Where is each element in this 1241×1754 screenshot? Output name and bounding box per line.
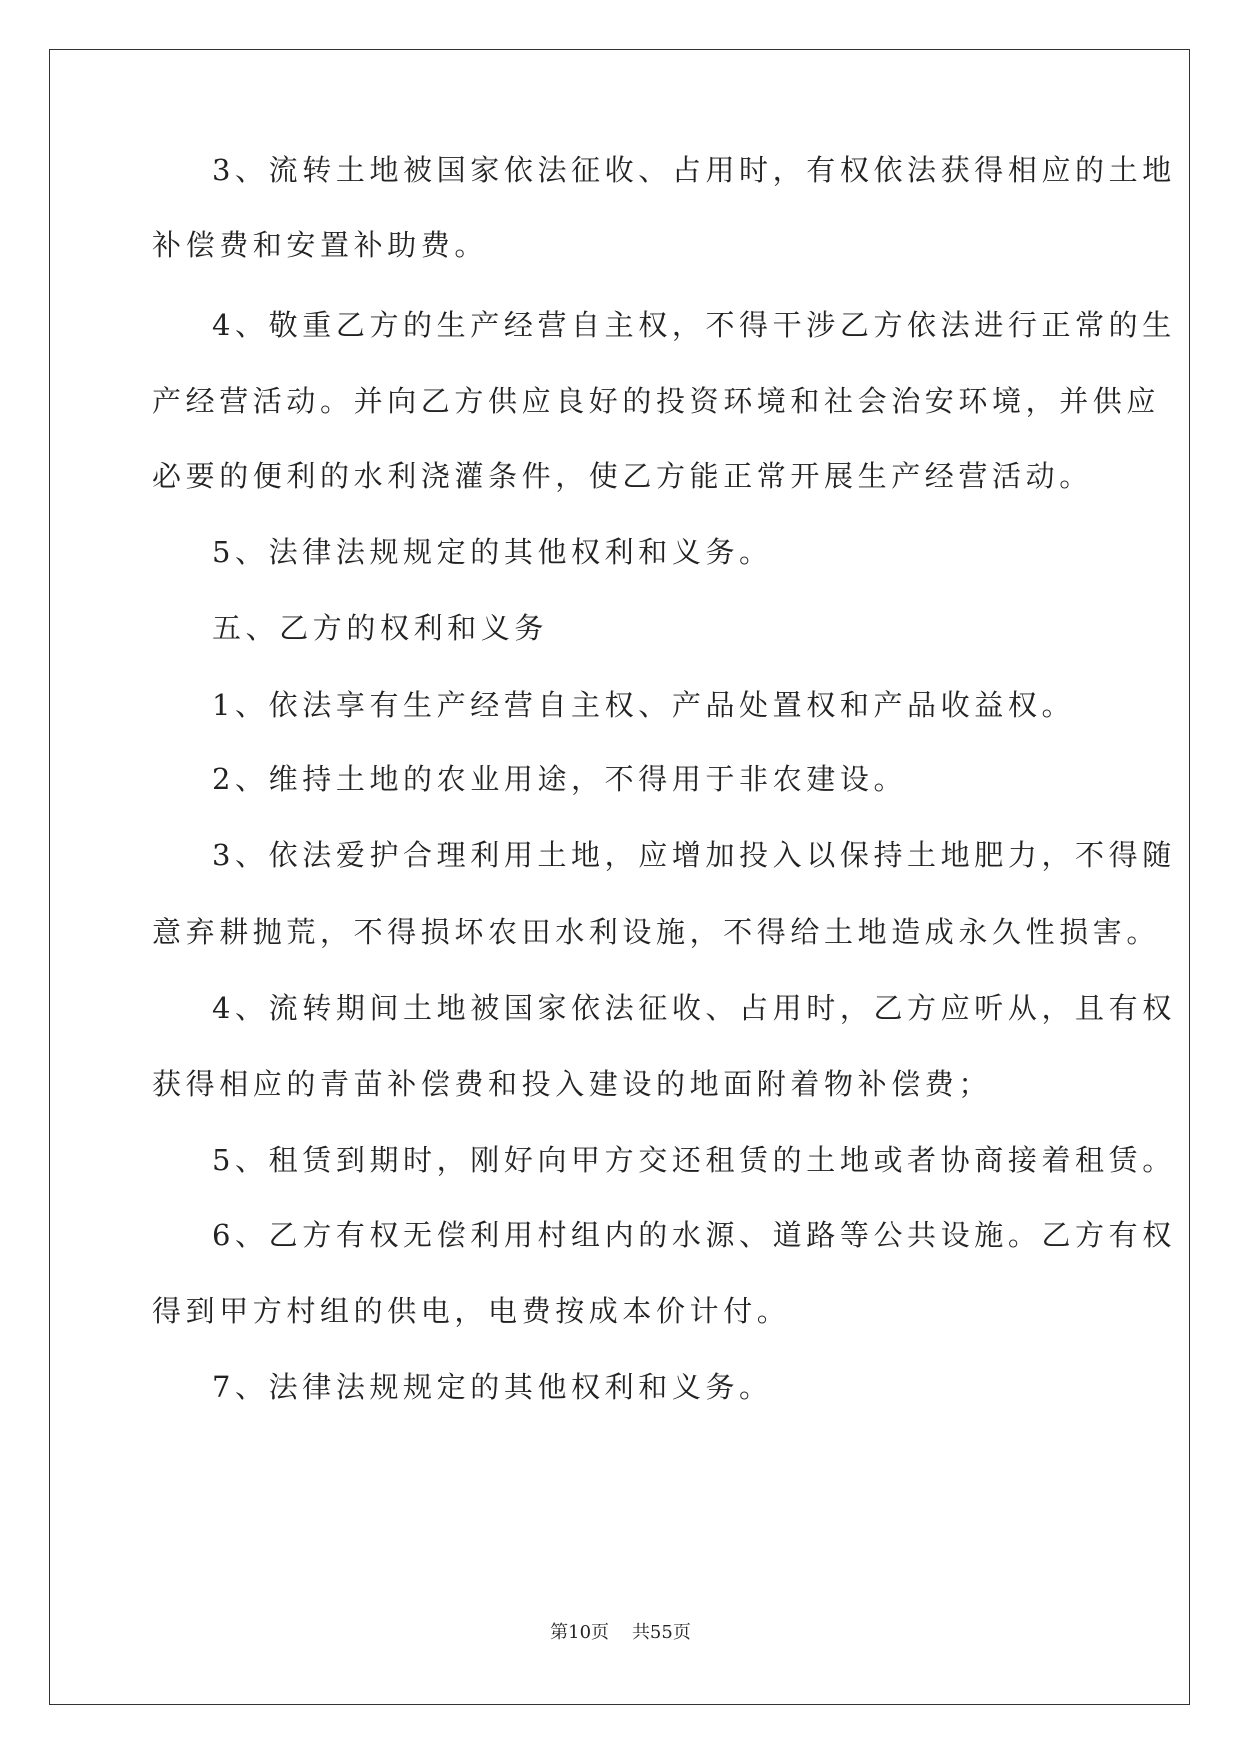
paragraph-line: 4、敬重乙方的生产经营自主权，不得干涉乙方依法进行正常的生: [212, 308, 1176, 342]
page-border: [49, 49, 1190, 1705]
page-footer: [0, 1618, 1241, 1644]
paragraph-line: 获得相应的青苗补偿费和投入建设的地面附着物补偿费；: [152, 1067, 993, 1101]
paragraph-line: 2、维持土地的农业用途，不得用于非农建设。: [212, 762, 908, 796]
paragraph-line: 4、流转期间土地被国家依法征收、占用时，乙方应听从，且有权: [212, 991, 1176, 1025]
paragraph-line: 必要的便利的水利浇灌条件，使乙方能正常开展生产经营活动。: [152, 459, 1093, 493]
paragraph-line: 5、租赁到期时，刚好向甲方交还租赁的土地或者协商接着租赁。: [212, 1143, 1176, 1177]
paragraph-line: 3、流转土地被国家依法征收、占用时，有权依法获得相应的土地: [212, 153, 1176, 187]
paragraph-line: 1、依法享有生产经营自主权、产品处置权和产品收益权。: [212, 688, 1076, 722]
paragraph-line: 3、依法爱护合理利用土地，应增加投入以保持土地肥力，不得随: [212, 838, 1176, 872]
section-heading: 五、乙方的权利和义务: [212, 611, 549, 645]
paragraph-line: 意弃耕抛荒，不得损坏农田水利设施，不得给土地造成永久性损害。: [152, 915, 1161, 949]
paragraph-line: 5、法律法规规定的其他权利和义务。: [212, 535, 773, 569]
paragraph-line: 补偿费和安置补助费。: [152, 228, 489, 262]
page-number: 第10页: [550, 1622, 610, 1643]
paragraph-line: 产经营活动。并向乙方供应良好的投资环境和社会治安环境，并供应: [152, 384, 1161, 418]
paragraph-line: 得到甲方村组的供电，电费按成本价计付。: [152, 1294, 791, 1328]
page-total: 共55页: [631, 1622, 691, 1643]
paragraph-line: 7、法律法规规定的其他权利和义务。: [212, 1370, 773, 1404]
paragraph-line: 6、乙方有权无偿利用村组内的水源、道路等公共设施。乙方有权: [212, 1218, 1176, 1252]
